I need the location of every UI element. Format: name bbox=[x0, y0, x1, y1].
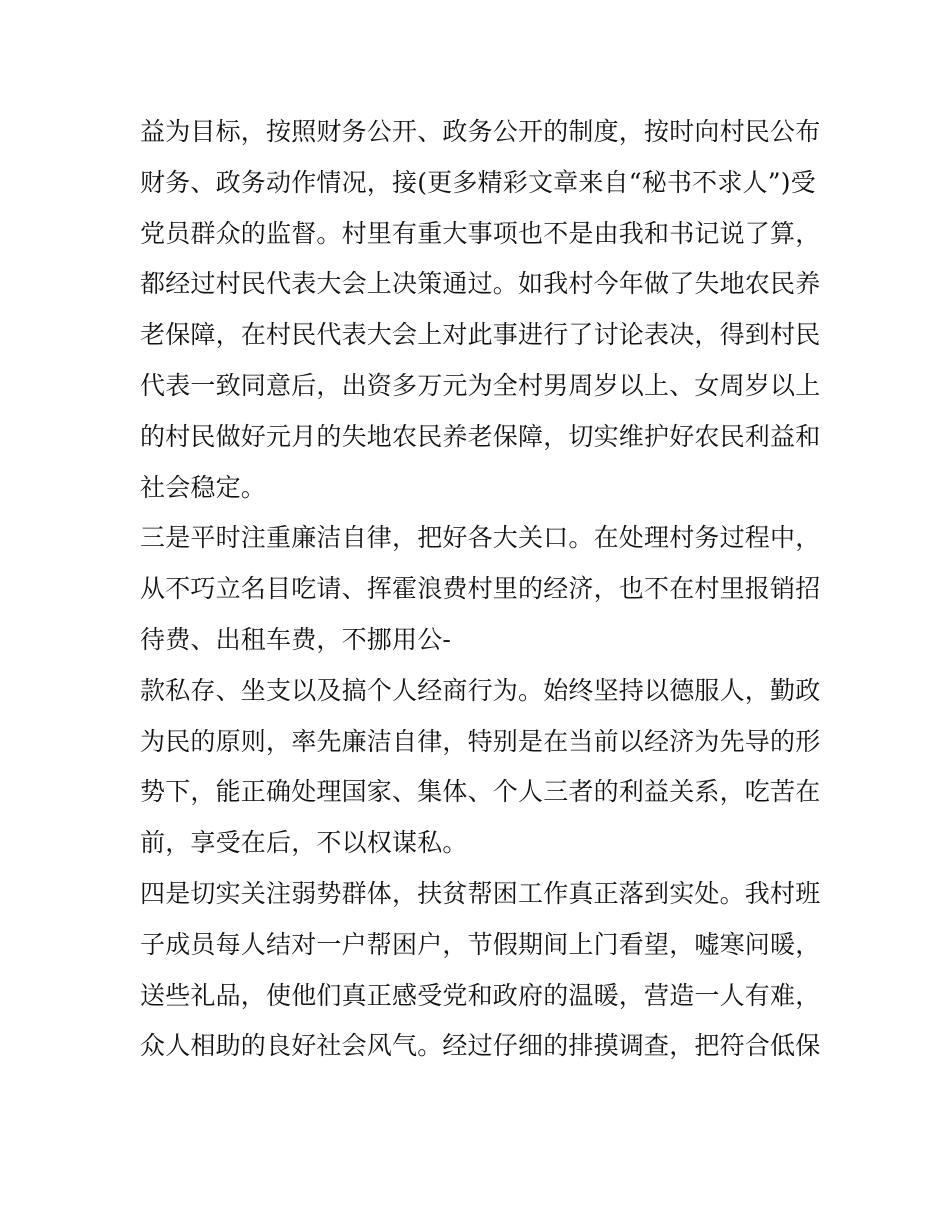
text-line: 都经过村民代表大会上决策通过。如我村今年做了失地农民养 bbox=[140, 269, 821, 299]
text-line: 老保障，在村民代表大会上对此事进行了讨论表决，得到村民 bbox=[140, 320, 821, 350]
text-line: 待费、出租车费，不挪用公- bbox=[140, 624, 452, 654]
text-line: 党员群众的监督。村里有重大事项也不是由我和书记说了算， bbox=[140, 218, 821, 248]
text-line: 社会稳定。 bbox=[140, 472, 267, 502]
text-line: 子成员每人结对一户帮困户，节假期间上门看望，嘘寒问暖， bbox=[140, 929, 821, 959]
text-line: 四是切实关注弱势群体，扶贫帮困工作真正落到实处。我村班 bbox=[140, 878, 821, 908]
text-line: 代表一致同意后，出资多万元为全村男周岁以上、女周岁以上 bbox=[140, 370, 821, 400]
text-line: 送些礼品，使他们真正感受党和政府的温暖，营造一人有难， bbox=[140, 980, 821, 1010]
text-line: 为民的原则，率先廉洁自律，特别是在当前以经济为先导的形 bbox=[140, 726, 821, 756]
document-body bbox=[140, 107, 820, 1072]
text-line: 的村民做好元月的失地农民养老保障，切实维护好农民利益和 bbox=[140, 421, 821, 451]
text-line: 益为目标，按照财务公开、政务公开的制度，按时向村民公布 bbox=[140, 117, 821, 146]
text-line: 款私存、坐支以及搞个人经商行为。始终坚持以德服人，勤政 bbox=[140, 675, 821, 705]
text-line: 三是平时注重廉洁自律，把好各大关口。在处理村务过程中， bbox=[140, 523, 821, 553]
text-line: 势下，能正确处理国家、集体、个人三者的利益关系，吃苦在 bbox=[140, 777, 821, 807]
text-line: 财务、政务动作情况，接(更多精彩文章来自“秘书不求人”)受 bbox=[140, 167, 816, 197]
text-line: 前，享受在后，不以权谋私。 bbox=[140, 828, 468, 858]
text-line: 从不巧立名目吃请、挥霍浪费村里的经济，也不在村里报销招 bbox=[140, 574, 821, 604]
text-line: 众人相助的良好社会风气。经过仔细的排摸调查，把符合低保 bbox=[140, 1031, 821, 1061]
